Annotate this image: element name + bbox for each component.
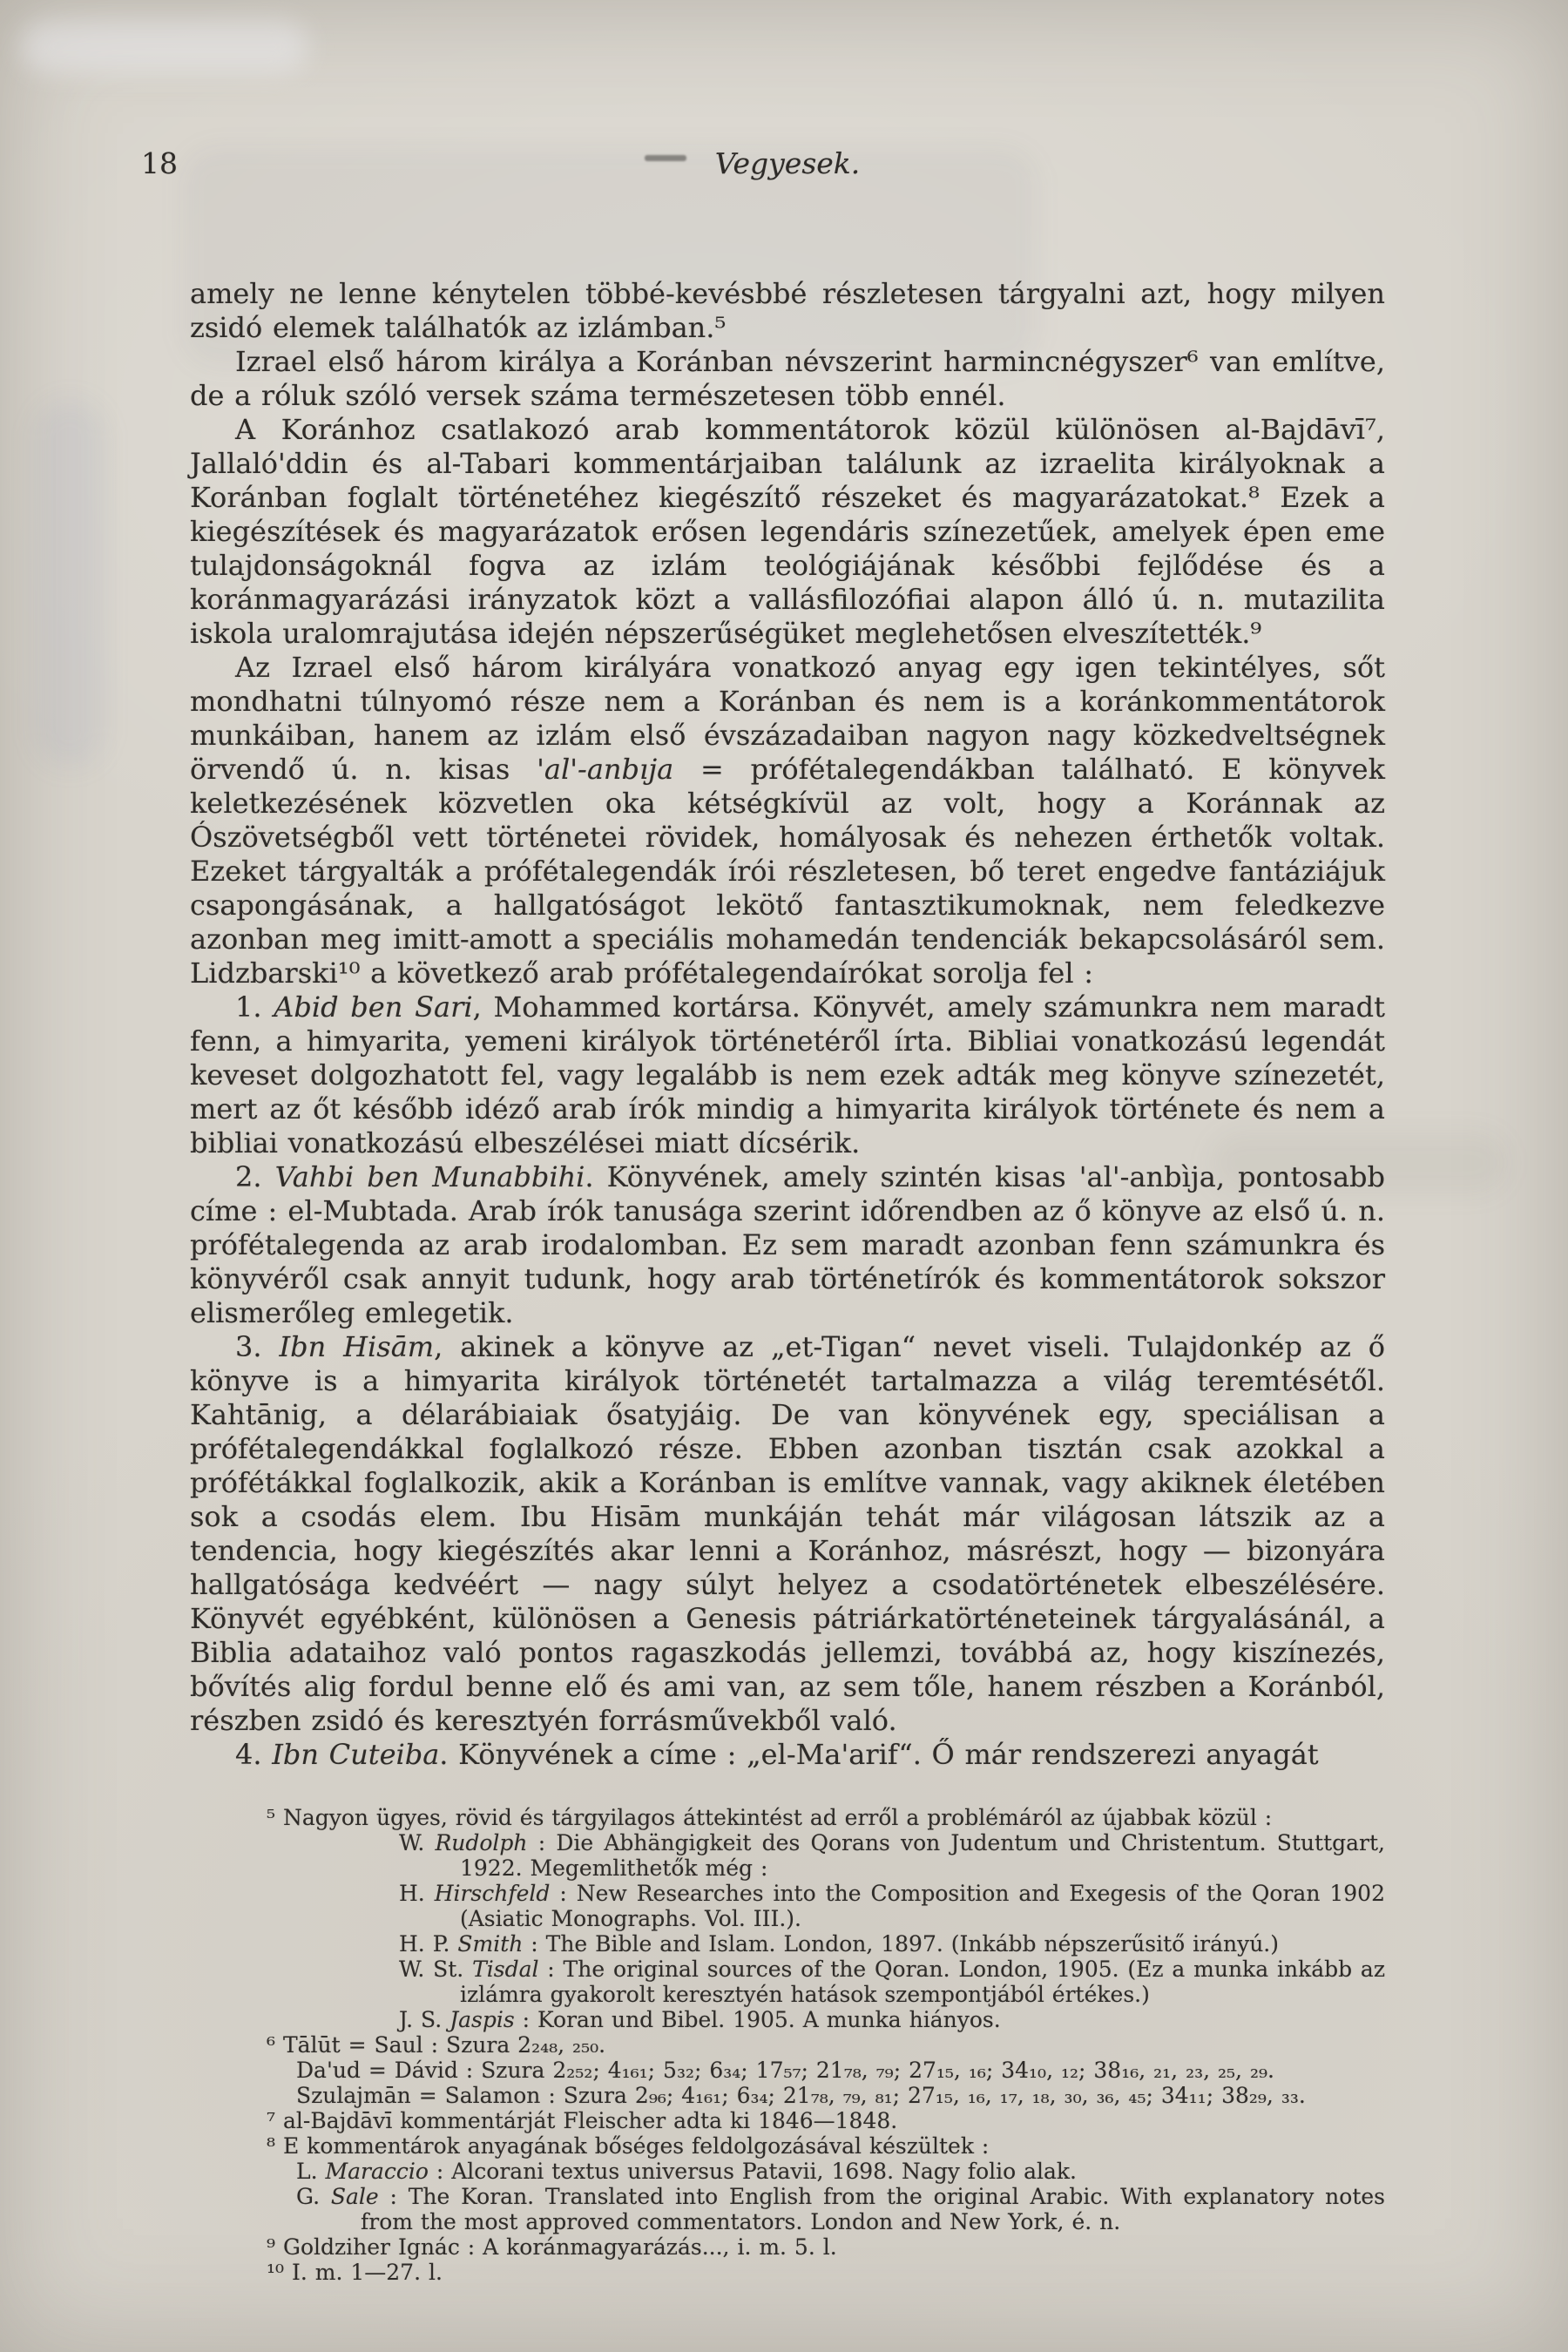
footnote-line: [190, 1805, 1385, 1830]
text-segment: Rudolph: [435, 1830, 528, 1855]
text-segment: Vahbi ben Munabbihi: [274, 1160, 585, 1193]
paragraph-item-4-ibn-cuteiba: [190, 1738, 1385, 1772]
text-segment: Az Izrael első három királyára vonatkozó anyag egy igen tekintélyes, sőt mondhatni túlnyomó része nem a Koránban és nem is a koránkommentátorok munkáiban, hanem az izlám első évszázadaiban nagyon nagy közkedveltségnek örvendő ú. n. kisas: [190, 651, 1385, 786]
text-segment: Ibn Cuteiba: [272, 1738, 440, 1771]
footnote-6: [190, 2032, 1385, 2108]
footnote-line: [190, 2159, 1385, 2184]
body-text: [190, 277, 1385, 1772]
text-segment: Izrael első három királya a Koránban névszerint harmincnégyszer⁶ van említve, de a róluk szóló versek száma természetesen több ennél.: [190, 345, 1385, 412]
paragraph-item-2-vahbi-ben-munabbihi: [190, 1160, 1385, 1330]
footnotes-section: [190, 1805, 1385, 2285]
page-content: [141, 146, 1386, 2285]
text-segment: G.: [296, 2184, 331, 2209]
paragraph-item-1-abid-ben-sari: [190, 990, 1385, 1160]
footnote-line: [190, 2184, 1385, 2234]
text-segment: J. S.: [399, 2007, 450, 2032]
paragraph-kings-mentioned: [190, 345, 1385, 413]
footnote-5: [190, 1805, 1385, 2032]
text-segment: 1.: [235, 990, 274, 1024]
footnote-line: [190, 1957, 1385, 2007]
text-segment: ¹⁰ I. m. 1—27. l.: [267, 2260, 443, 2285]
footnote-line: [190, 2032, 1385, 2058]
scan-artifact-blue-streak: [35, 401, 105, 767]
scan-artifact-light-patch: [21, 21, 308, 73]
text-segment: ⁸ E kommentárok anyagának bőséges feldolgozásával készültek :: [267, 2133, 990, 2159]
page-number: 18: [141, 146, 178, 180]
text-segment: 2.: [235, 1160, 275, 1193]
text-segment: : The original sources of the Qoran. London, 1905. (Ez a munka inkább az izlámra gyakorolt keresztyén hatások szempontjából értékes.): [460, 1957, 1386, 2007]
text-segment: . Könyvének, amely szintén kisas 'al'-anbìja, pontosabb címe : el-Mubtada. Arab írók tanusága szerint időrendben az ő könyve az első ú. n. prófétalegenda az arab irodalomban. Ez sem maradt azonban fenn számunkra és könyvéről csak annyit tudunk, hogy arab történetírók és kommentátorok sokszor elismerőleg emlegetik.: [190, 1160, 1386, 1329]
text-segment: W. St.: [399, 1957, 473, 1982]
footnote-line: [190, 2083, 1385, 2108]
paragraph-commentators: [190, 413, 1385, 651]
footnote-line: [190, 2007, 1385, 2032]
text-segment: 4.: [235, 1738, 273, 1771]
running-title: Vegyesek.: [714, 146, 861, 180]
text-segment: : The Bible and Islam. London, 1897. (Inkább népszerűsitő irányú.): [523, 1931, 1279, 1957]
text-segment: , Mohammed kortársa. Könyvét, amely számunkra nem maradt fenn, a himyarita, yemeni királyok történetéről írta. Bibliai vonatkozású legendát keveset dolgozhatott fel, vagy legalább is nem ezek adták meg könyve színezetét, mert az őt később idéző arab írók mindig a himyarita királyok története és nem a bibliai vonatkozású elbeszélései miatt dícsérik.: [190, 990, 1386, 1159]
text-segment: Ibn Hisām: [279, 1330, 435, 1363]
footnote-7: [190, 2108, 1385, 2133]
footnote-line: [190, 1830, 1385, 1881]
paragraph-item-3-ibn-hisam: [190, 1330, 1385, 1738]
footnote-10: [190, 2260, 1385, 2285]
text-segment: H. P.: [399, 1931, 458, 1957]
footnote-line: [190, 2133, 1385, 2159]
text-segment: Szulajmān = Salamon : Szura 2₉₆; 4₁₆₁; 6₃₄; 21₇₈, ₇₉, ₈₁; 27₁₅, ₁₆, ₁₇, ₁₈, ₃₀, ₃₆, ₄₅; 34₁₁; 38₂₉, ₃₃.: [296, 2083, 1306, 2108]
text-segment: = prófétalegendákban található. E könyvek keletkezésének közvetlen oka kétségkívül az volt, hogy a Koránnak az Ószövetségből vett történetei rövidek, homályosak és nehezen érthetők voltak. Ezeket tárgyalták a prófétalegendák írói részletesen, bő teret engedve fantáziájuk csapongásának, a hallgatóságot lekötő fantasztikumoknak, nem feledkezve azonban meg imitt-amott a speciális mohamedán tendenciák bekapcsolásáról sem. Lidzbarski¹⁰ a következő arab prófétalegendaírókat sorolja fel :: [190, 753, 1386, 990]
paragraph-prophet-legends: [190, 651, 1385, 990]
footnote-line: [190, 1881, 1385, 1931]
text-segment: A Koránhoz csatlakozó arab kommentátorok közül különösen al-Bajdāvī⁷, Jallaló'ddin és al-Tabari kommentárjaiban találunk az izraelita királyoknak a Koránban foglalt történetéhez kiegészítő részeket és magyarázatokat.⁸ Ezek a kiegészítések és magyarázatok erősen legendáris színezetűek, amelyek épen eme tulajdonságoknál fogva az izlám teológiájának későbbi fejlődése és a koránmagyarázási irányzatok közt a vallásfilozófiai alapon álló ú. n. mutazilita iskola uralomrajutása idején népszerűségüket meglehetősen elveszítették.⁹: [190, 413, 1385, 650]
text-segment: , akinek a könyve az „et-Tigan“ nevet viseli. Tulajdonkép az ő könyve is a himyarita királyok történetét tartalmazza a világ teremtésétől. Kahtānig, a délarábiaiak ősatyjáig. De van könyvének egy, speciálisan a prófétalegendákkal foglalkozó része. Ebben azonban tisztán csak azokkal a prófétákkal foglalkozik, akik a Koránban is említve vannak, vagy akiknek életében sok a csodás elem. Ibu Hisām munkáján tehát már világosan látszik az a tendencia, hogy kiegészítés akar lenni a Koránhoz, másrészt, hogy — bizonyára hallgatósága kedvéért — nagy súlyt helyez a csodatörténetek elbeszélésére. Könyvét egyébként, különösen a Genesis pátriárkatörténeteinek tárgyalásánál, a Biblia adataihoz való pontos ragaszkodás jellemzi, továbbá az, hogy kiszínezés, bővítés alig fordul benne elő és ami van, az sem tőle, hanem részben a Koránból, részben zsidó és keresztyén forrásművekből való.: [190, 1330, 1386, 1737]
text-segment: Da'ud = Dávid : Szura 2₂₅₂; 4₁₆₁; 5₃₂; 6₃₄; 17₅₇; 21₇₈, ₇₉; 27₁₅, ₁₆; 34₁₀, ₁₂; 38₁₆, ₂₁, ₂₃, ₂₅, ₂₉.: [296, 2058, 1274, 2083]
text-segment: L.: [296, 2159, 326, 2184]
footnote-9: [190, 2234, 1385, 2260]
text-segment: Jaspis: [449, 2007, 515, 2032]
text-segment: H.: [399, 1881, 435, 1906]
text-segment: Maraccio: [325, 2159, 429, 2184]
text-segment: ⁹ Goldziher Ignác : A koránmagyarázás..., i. m. 5. l.: [267, 2234, 837, 2260]
text-segment: . Könyvének a címe : „el-Ma'arif“. Ő már rendszerezi anyagát: [439, 1738, 1319, 1771]
text-segment: ⁵ Nagyon ügyes, rövid és tárgyilagos áttekintést ad erről a problémáról az újabbak közül :: [267, 1805, 1273, 1830]
footnote-line: [190, 2234, 1385, 2260]
text-segment: : Alcorani textus universus Patavii, 1698. Nagy folio alak.: [428, 2159, 1078, 2184]
text-segment: Hirschfeld: [434, 1881, 551, 1906]
text-segment: : Die Abhängigkeit des Qorans von Judentum und Christentum. Stuttgart, 1922. Megemlithetők még :: [460, 1830, 1385, 1881]
text-segment: amely ne lenne kénytelen többé-kevésbbé részletesen tárgyalni azt, hogy milyen zsidó elemek találhatók az izlámban.⁵: [190, 277, 1385, 344]
footnote-line: [190, 2108, 1385, 2133]
text-segment: 3.: [235, 1330, 280, 1363]
text-segment: Tisdal: [472, 1957, 539, 1982]
paragraph-continuation: [190, 277, 1385, 345]
text-segment: Smith: [457, 1931, 524, 1957]
text-segment: 'al'-anbıja: [537, 753, 674, 786]
text-segment: : New Researches into the Composition and Exegesis of the Qoran 1902 (Asiatic Monographs. Vol. III.).: [460, 1881, 1385, 1931]
text-segment: Sale: [330, 2184, 379, 2209]
text-segment: : Koran und Bibel. 1905. A munka hiányos.: [514, 2007, 1001, 2032]
text-segment: W.: [399, 1830, 436, 1855]
text-segment: ⁷ al-Bajdāvī kommentárját Fleischer adta ki 1846—1848.: [267, 2108, 898, 2133]
footnote-8: [190, 2133, 1385, 2234]
text-segment: : The Koran. Translated into English from the original Arabic. With explanatory notes from the most approved commentators. London and New York, é. n.: [361, 2184, 1385, 2234]
text-segment: Abid ben Sari: [274, 990, 473, 1024]
footnote-line: [190, 2058, 1385, 2083]
footnote-line: [190, 1931, 1385, 1957]
text-segment: ⁶ Tālūt = Saul : Szura 2₂₄₈, ₂₅₀.: [267, 2032, 606, 2058]
footnote-line: [190, 2260, 1385, 2285]
page-header: [141, 146, 1385, 185]
